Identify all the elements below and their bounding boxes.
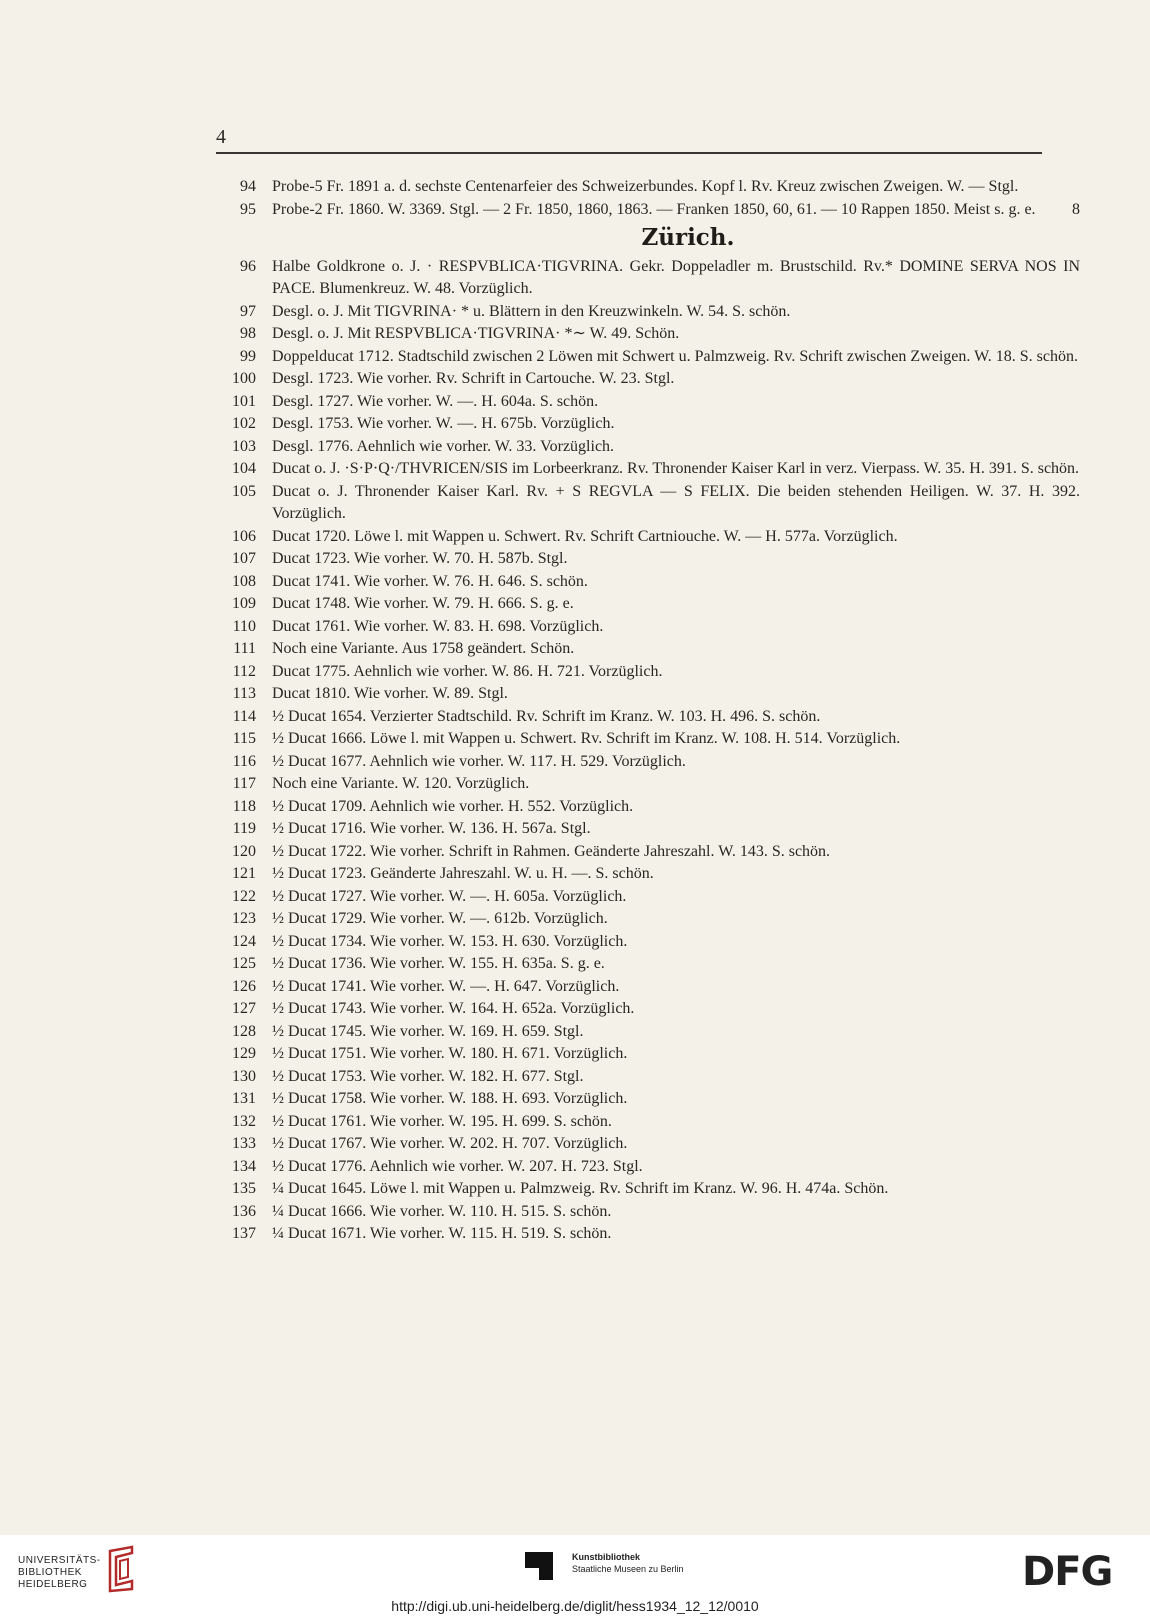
lot-text: ½ Ducat 1666. Löwe l. mit Wappen u. Schwert. Rv. Schrift im Kranz. W. 108. H. 514. Vorzüglich. (272, 730, 901, 747)
lot-text: ¼ Ducat 1645. Löwe l. mit Wappen u. Palmzweig. Rv. Schrift im Kranz. W. 96. H. 474a. Schön. (272, 1180, 889, 1197)
university-line: HEIDELBERG (18, 1579, 88, 1590)
lot-number: 137 (232, 1225, 256, 1242)
lot-text: ¼ Ducat 1671. Wie vorher. W. 115. H. 519. S. schön. (272, 1225, 612, 1242)
lot-description (272, 818, 1080, 841)
lot-number: 128 (232, 1022, 256, 1040)
catalog-entry (216, 1111, 1080, 1134)
lot-number: 107 (232, 550, 256, 567)
lot-description (272, 526, 1080, 549)
lot-text: Ducat 1723. Wie vorher. W. 70. H. 587b. Stgl. (272, 550, 568, 567)
lot-number: 101 (232, 392, 256, 410)
lot-text: ½ Ducat 1741. Wie vorher. W. —. H. 647. Vorzüglich. (272, 977, 620, 995)
lot-number: 134 (232, 1157, 256, 1175)
university-line: UNIVERSITÄTS- (18, 1555, 101, 1566)
lot-description (272, 1066, 1080, 1089)
header-rule (216, 152, 1042, 154)
lot-number: 99 (240, 347, 256, 365)
lot-text: Desgl. o. J. Mit TIGVRINA· * u. Blättern in den Kreuzwinkeln. W. 54. S. schön. (272, 302, 791, 320)
lot-description (272, 706, 1080, 729)
lot-number: 125 (232, 955, 256, 972)
lot-text: Desgl. 1727. Wie vorher. W. —. H. 604a. S. schön. (272, 392, 599, 410)
kunstbibliothek-logo-icon (525, 1552, 553, 1580)
lot-number: 109 (232, 595, 256, 612)
lot-number: 94 (240, 178, 256, 195)
lot-description (272, 998, 1080, 1021)
lot-text: Probe-2 Fr. 1860. W. 3369. Stgl. — 2 Fr. 1850, 1860, 1863. — Franken 1850, 60, 61. — 10 Rappen 1850. Meist s. g. e. (272, 200, 1036, 218)
lot-description (272, 1021, 1080, 1044)
lot-description (272, 931, 1080, 954)
lot-text: ¼ Ducat 1666. Wie vorher. W. 110. H. 515. S. schön. (272, 1202, 612, 1220)
catalog-entry (216, 841, 1080, 864)
lot-description (272, 571, 1080, 594)
lot-description (272, 751, 1080, 774)
lot-description (272, 976, 1080, 999)
lot-description (272, 728, 1080, 751)
lot-number: 112 (232, 662, 256, 680)
lot-text: ½ Ducat 1727. Wie vorher. W. —. H. 605a. Vorzüglich. (272, 887, 627, 905)
catalog-entry (216, 176, 1080, 199)
lot-description (272, 1043, 1080, 1066)
lot-description (272, 796, 1080, 819)
catalog-entry (216, 256, 1080, 301)
lot-number: 114 (232, 707, 256, 725)
lot-text: ½ Ducat 1677. Aehnlich wie vorher. W. 117. H. 529. Vorzüglich. (272, 752, 686, 770)
lot-number: 119 (232, 820, 256, 837)
lot-text: ½ Ducat 1722. Wie vorher. Schrift in Rahmen. Geänderte Jahreszahl. W. 143. S. schön. (272, 842, 831, 860)
lot-text: ½ Ducat 1761. Wie vorher. W. 195. H. 699. S. schön. (272, 1112, 612, 1130)
lot-description (272, 1133, 1080, 1156)
lot-text: ½ Ducat 1776. Aehnlich wie vorher. W. 207. H. 723. Stgl. (272, 1157, 643, 1175)
catalog-entry (216, 1156, 1080, 1179)
lot-description (272, 1111, 1080, 1134)
lot-description (272, 548, 1080, 571)
catalog-entry (216, 413, 1080, 436)
lot-text: Doppelducat 1712. Stadtschild zwischen 2 Löwen mit Schwert u. Palmzweig. Rv. Schrift zwischen Zweigen. W. 18. S. schön. (272, 347, 1078, 365)
lot-number: 106 (232, 527, 256, 545)
lot-description (272, 841, 1080, 864)
catalog-entry (216, 1043, 1080, 1066)
lot-description (272, 458, 1080, 481)
lot-description (272, 1156, 1080, 1179)
lot-number: 95 (240, 200, 256, 218)
entries-after-heading (216, 256, 1080, 1246)
lot-text: ½ Ducat 1736. Wie vorher. W. 155. H. 635a. S. g. e. (272, 955, 605, 972)
catalog-entry (216, 908, 1080, 931)
lot-number: 123 (232, 910, 256, 927)
catalog-entry (216, 1021, 1080, 1044)
lot-description (272, 863, 1080, 886)
catalog-entry (216, 1066, 1080, 1089)
lot-number: 121 (232, 865, 256, 882)
lot-text: ½ Ducat 1716. Wie vorher. W. 136. H. 567a. Stgl. (272, 820, 591, 837)
catalog-entry (216, 886, 1080, 909)
dfg-logo: DFG (1022, 1549, 1113, 1595)
lot-description (272, 481, 1080, 526)
lot-number: 132 (232, 1112, 256, 1130)
lot-number: 108 (232, 572, 256, 590)
lot-number: 113 (232, 685, 256, 702)
lot-text: ½ Ducat 1751. Wie vorher. W. 180. H. 671. Vorzüglich. (272, 1045, 628, 1062)
lot-number: 127 (232, 1000, 256, 1017)
lot-description (272, 436, 1080, 459)
lot-number: 111 (233, 640, 256, 657)
lot-number: 133 (232, 1135, 256, 1152)
catalog-entry (216, 1178, 1080, 1201)
lot-text: ½ Ducat 1767. Wie vorher. W. 202. H. 707. Vorzüglich. (272, 1135, 628, 1152)
lot-number: 102 (232, 415, 256, 432)
lot-text: Desgl. 1753. Wie vorher. W. —. H. 675b. Vorzüglich. (272, 415, 615, 432)
catalog-entry (216, 931, 1080, 954)
university-library-text (18, 1555, 101, 1591)
lot-number: 110 (232, 617, 256, 635)
lot-description (272, 638, 1080, 661)
lot-number: 105 (232, 482, 256, 500)
catalog-entry (216, 323, 1080, 346)
lot-text: Ducat o. J. ·S·P·Q·/THVRICEN/SIS im Lorbeerkranz. Rv. Thronender Kaiser Karl in verz. Vierpass. W. 35. H. 391. S. schön. (272, 460, 1080, 477)
lot-text: Ducat 1741. Wie vorher. W. 76. H. 646. S. schön. (272, 572, 588, 590)
lot-number: 136 (232, 1202, 256, 1220)
lot-number: 131 (232, 1090, 256, 1107)
catalog-entry (216, 976, 1080, 999)
catalog-entry (216, 1133, 1080, 1156)
catalog-entry (216, 346, 1080, 369)
lot-text: ½ Ducat 1723. Geänderte Jahreszahl. W. u. H. —. S. schön. (272, 865, 654, 882)
catalog-entry (216, 773, 1080, 796)
lot-text: ½ Ducat 1758. Wie vorher. W. 188. H. 693. Vorzüglich. (272, 1090, 628, 1107)
catalog-content (216, 176, 1080, 1246)
lot-description (272, 661, 1080, 684)
kb-title: Kunstbibliothek (572, 1552, 640, 1562)
lot-text: ½ Ducat 1745. Wie vorher. W. 169. H. 659. Stgl. (272, 1022, 584, 1040)
lot-number: 96 (240, 257, 256, 275)
lot-text: ½ Ducat 1734. Wie vorher. W. 153. H. 630. Vorzüglich. (272, 932, 628, 950)
lot-price: 8 (1072, 200, 1080, 218)
lot-number: 100 (232, 370, 256, 387)
catalog-entry (216, 1088, 1080, 1111)
lot-number: 135 (232, 1180, 256, 1197)
catalog-entry (216, 526, 1080, 549)
lot-description (272, 176, 1080, 199)
catalog-entry (216, 481, 1080, 526)
lot-description (272, 346, 1080, 369)
lot-text: Noch eine Variante. W. 120. Vorzüglich. (272, 775, 530, 792)
catalog-entry (216, 706, 1080, 729)
catalog-entry (216, 199, 1080, 222)
lot-number: 103 (232, 437, 256, 455)
lot-number: 97 (240, 302, 256, 320)
lot-text: Ducat o. J. Thronender Kaiser Karl. Rv. + S REGVLA — S FELIX. Die beiden stehenden Heiligen. W. 37. H. 392. Vorzüglich. (272, 482, 1080, 522)
catalog-entry (216, 436, 1080, 459)
entries-before-heading (216, 176, 1080, 221)
catalog-entry (216, 751, 1080, 774)
lot-description (272, 391, 1080, 414)
lot-text: Ducat 1810. Wie vorher. W. 89. Stgl. (272, 685, 508, 702)
page-number: 4 (216, 126, 226, 148)
lot-description (272, 256, 1080, 301)
lot-description (272, 368, 1080, 391)
catalog-entry (216, 301, 1080, 324)
lot-description (272, 323, 1080, 346)
lot-description (272, 1088, 1080, 1111)
lot-description (272, 413, 1080, 436)
lot-description (272, 199, 1080, 222)
catalog-entry (216, 953, 1080, 976)
kb-subtitle: Staatliche Museen zu Berlin (572, 1564, 684, 1574)
lot-number: 116 (232, 752, 256, 770)
lot-description (272, 1223, 1080, 1246)
lot-text: Halbe Goldkrone o. J. · RESPVBLICA·TIGVRINA. Gekr. Doppeladler m. Brustschild. Rv.* DOMINE SERVA NOS IN PACE. Blumenkreuz. W. 48. Vorzüglich. (272, 257, 1080, 297)
lot-text: ½ Ducat 1654. Verzierter Stadtschild. Rv. Schrift im Kranz. W. 103. H. 496. S. schön. (272, 707, 821, 725)
lot-text: ½ Ducat 1729. Wie vorher. W. —. 612b. Vorzüglich. (272, 910, 608, 927)
lot-description (272, 908, 1080, 931)
catalog-entry (216, 571, 1080, 594)
lot-number: 120 (232, 842, 256, 860)
lot-text: ½ Ducat 1743. Wie vorher. W. 164. H. 652a. Vorzüglich. (272, 1000, 635, 1017)
lot-number: 118 (232, 797, 256, 815)
lot-number: 115 (232, 730, 256, 747)
lot-description (272, 1178, 1080, 1201)
lot-number: 124 (232, 932, 256, 950)
lot-text: Ducat 1748. Wie vorher. W. 79. H. 666. S. g. e. (272, 595, 574, 612)
catalog-entry (216, 863, 1080, 886)
lot-description (272, 1201, 1080, 1224)
lot-number: 98 (240, 325, 256, 342)
university-logo-icon (102, 1545, 138, 1593)
section-heading: Zürich. (641, 224, 735, 251)
catalog-entry (216, 1201, 1080, 1224)
catalog-entry (216, 458, 1080, 481)
lot-text: Ducat 1720. Löwe l. mit Wappen u. Schwert. Rv. Schrift Cartniouche. W. — H. 577a. Vorzüglich. (272, 527, 898, 545)
lot-description (272, 683, 1080, 706)
kunstbibliothek-text (572, 1551, 684, 1575)
lot-text: ½ Ducat 1709. Aehnlich wie vorher. H. 552. Vorzüglich. (272, 797, 634, 815)
lot-text: Ducat 1761. Wie vorher. W. 83. H. 698. Vorzüglich. (272, 617, 604, 635)
catalog-entry (216, 1223, 1080, 1246)
lot-number: 126 (232, 977, 256, 995)
lot-text: Noch eine Variante. Aus 1758 geändert. Schön. (272, 640, 575, 657)
catalog-entry (216, 818, 1080, 841)
lot-description (272, 301, 1080, 324)
catalog-entry (216, 661, 1080, 684)
lot-description (272, 953, 1080, 976)
catalog-entry (216, 728, 1080, 751)
lot-description (272, 616, 1080, 639)
lot-description (272, 886, 1080, 909)
catalog-entry (216, 796, 1080, 819)
catalog-entry (216, 548, 1080, 571)
lot-text: ½ Ducat 1753. Wie vorher. W. 182. H. 677. Stgl. (272, 1067, 584, 1085)
lot-number: 130 (232, 1067, 256, 1085)
lot-number: 104 (232, 460, 256, 477)
lot-number: 117 (232, 775, 256, 792)
lot-description (272, 593, 1080, 616)
lot-number: 122 (232, 887, 256, 905)
lot-text: Ducat 1775. Aehnlich wie vorher. W. 86. H. 721. Vorzüglich. (272, 662, 663, 680)
lot-description (272, 773, 1080, 796)
lot-number: 129 (232, 1045, 256, 1062)
catalog-entry (216, 616, 1080, 639)
lot-text: Desgl. 1723. Wie vorher. Rv. Schrift in Cartouche. W. 23. Stgl. (272, 370, 675, 387)
catalog-entry (216, 998, 1080, 1021)
catalog-entry (216, 593, 1080, 616)
lot-text: Probe-5 Fr. 1891 a. d. sechste Centenarfeier des Schweizerbundes. Kopf l. Rv. Kreuz zwischen Zweigen. W. — Stgl. (272, 178, 1019, 195)
lot-text: Desgl. o. J. Mit RESPVBLICA·TIGVRINA· *∼ W. 49. Schön. (272, 325, 680, 342)
university-line: BIBLIOTHEK (18, 1567, 82, 1578)
catalog-entry (216, 683, 1080, 706)
catalog-entry (216, 368, 1080, 391)
catalog-entry (216, 638, 1080, 661)
lot-text: Desgl. 1776. Aehnlich wie vorher. W. 33. Vorzüglich. (272, 437, 615, 455)
page-url-link[interactable]: http://digi.ub.uni-heidelberg.de/diglit/hess1934_12_12/0010 (391, 1598, 759, 1614)
catalog-entry (216, 391, 1080, 414)
